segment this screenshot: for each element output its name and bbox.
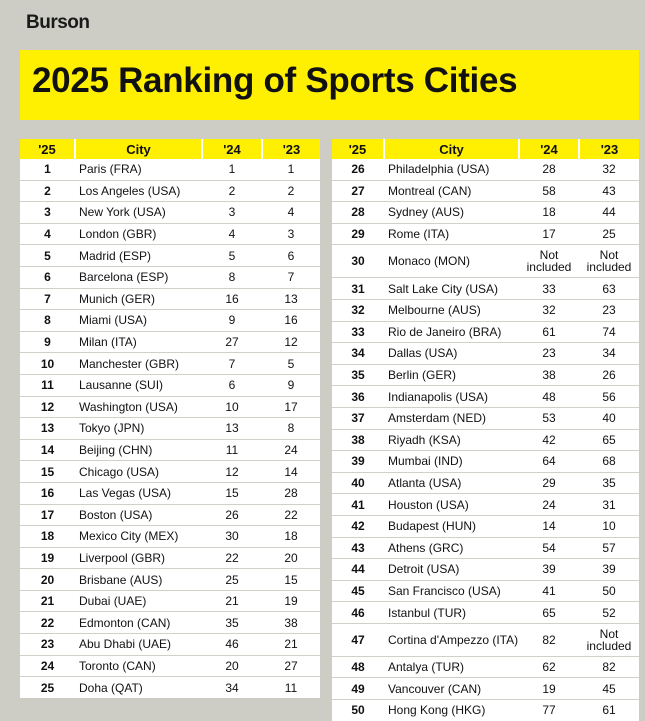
city-cell: Montreal (CAN) <box>384 180 519 202</box>
table-row <box>332 202 639 224</box>
rank-2023-cell: 8 <box>262 418 320 440</box>
city-cell: Dallas (USA) <box>384 343 519 365</box>
table-row <box>20 461 320 483</box>
rank-cell: 38 <box>332 429 384 451</box>
rank-2023-cell: 12 <box>262 331 320 353</box>
rank-2024-cell: 30 <box>202 526 262 548</box>
rank-2023-cell: 57 <box>579 537 639 559</box>
rank-2023-cell: 52 <box>579 602 639 624</box>
rank-cell: 39 <box>332 451 384 473</box>
title-banner <box>20 50 639 120</box>
header-rank-2023: '23 <box>262 139 320 159</box>
table-row <box>332 451 639 473</box>
rank-2024-cell: 32 <box>519 299 579 321</box>
city-cell: Paris (FRA) <box>75 159 202 180</box>
rank-2023-cell: Not included <box>579 245 639 278</box>
rank-cell: 44 <box>332 559 384 581</box>
rank-cell: 40 <box>332 472 384 494</box>
table-row <box>20 159 320 180</box>
table-row <box>20 418 320 440</box>
rank-cell: 7 <box>20 288 75 310</box>
city-cell: Washington (USA) <box>75 396 202 418</box>
rank-2024-cell: Not included <box>519 245 579 278</box>
page-title: 2025 Ranking of Sports Cities <box>32 61 518 100</box>
rank-2024-cell: 23 <box>519 343 579 365</box>
rank-cell: 30 <box>332 245 384 278</box>
header-rank-2024: '24 <box>202 139 262 159</box>
rank-2023-cell: 21 <box>262 634 320 656</box>
rank-2024-cell: 28 <box>519 159 579 180</box>
rank-2024-cell: 29 <box>519 472 579 494</box>
table-header-row <box>20 139 320 159</box>
header-city: City <box>384 139 519 159</box>
rank-2024-cell: 4 <box>202 223 262 245</box>
rank-cell: 8 <box>20 310 75 332</box>
rank-2024-cell: 38 <box>519 364 579 386</box>
rank-cell: 4 <box>20 223 75 245</box>
rank-2024-cell: 20 <box>202 655 262 677</box>
city-cell: Liverpool (GBR) <box>75 547 202 569</box>
table-row <box>332 580 639 602</box>
table-row <box>332 245 639 278</box>
rank-2023-cell: 74 <box>579 321 639 343</box>
rank-cell: 48 <box>332 656 384 678</box>
city-cell: Riyadh (KSA) <box>384 429 519 451</box>
rank-2023-cell: 38 <box>262 612 320 634</box>
table-row <box>332 407 639 429</box>
table-row <box>20 288 320 310</box>
rank-2023-cell: 43 <box>579 180 639 202</box>
table-row <box>20 439 320 461</box>
rank-2023-cell: 17 <box>262 396 320 418</box>
rank-2023-cell: 31 <box>579 494 639 516</box>
rank-2024-cell: 19 <box>519 678 579 700</box>
city-cell: New York (USA) <box>75 202 202 224</box>
rank-2024-cell: 46 <box>202 634 262 656</box>
rank-cell: 6 <box>20 266 75 288</box>
header-city: City <box>75 139 202 159</box>
rank-cell: 9 <box>20 331 75 353</box>
table-row <box>332 678 639 700</box>
rank-2023-cell: 16 <box>262 310 320 332</box>
rank-2024-cell: 39 <box>519 559 579 581</box>
table-row <box>20 612 320 634</box>
city-cell: Rome (ITA) <box>384 223 519 245</box>
rank-cell: 11 <box>20 374 75 396</box>
table-row <box>332 223 639 245</box>
rank-2023-cell: 23 <box>579 299 639 321</box>
rank-2024-cell: 5 <box>202 245 262 267</box>
rank-2024-cell: 25 <box>202 569 262 591</box>
rank-cell: 41 <box>332 494 384 516</box>
city-cell: Monaco (MON) <box>384 245 519 278</box>
city-cell: Brisbane (AUS) <box>75 569 202 591</box>
rank-2023-cell: 25 <box>579 223 639 245</box>
rank-2024-cell: 62 <box>519 656 579 678</box>
rank-2023-cell: 82 <box>579 656 639 678</box>
rank-cell: 24 <box>20 655 75 677</box>
header-rank-2024: '24 <box>519 139 579 159</box>
rank-2023-cell: 50 <box>579 580 639 602</box>
rank-2024-cell: 7 <box>202 353 262 375</box>
rank-cell: 36 <box>332 386 384 408</box>
rank-2023-cell: 11 <box>284 680 298 695</box>
rank-cell: 49 <box>332 678 384 700</box>
rank-2023-cell: 2 <box>262 180 320 202</box>
city-cell: Sydney (AUS) <box>384 202 519 224</box>
rank-2023-cell: 40 <box>579 407 639 429</box>
header-rank-2025: '25 <box>20 139 75 159</box>
rank-2024-cell: 54 <box>519 537 579 559</box>
rank-cell: 15 <box>20 461 75 483</box>
rank-cell: 13 <box>20 418 75 440</box>
rank-2024-cell: 41 <box>519 580 579 602</box>
rank-cell: 17 <box>20 504 75 526</box>
rank-cell: 16 <box>20 482 75 504</box>
city-cell: Milan (ITA) <box>75 331 202 353</box>
rank-2024-cell: 82 <box>519 623 579 656</box>
rank-2023-cell: 14 <box>262 461 320 483</box>
city-cell: Athens (GRC) <box>384 537 519 559</box>
city-cell: Tokyo (JPN) <box>75 418 202 440</box>
city-cell: Las Vegas (USA) <box>75 482 202 504</box>
burson-logo: Burson <box>26 12 90 33</box>
rank-cell: 26 <box>332 159 384 180</box>
rank-2024-cell: 11 <box>202 439 262 461</box>
rank-2023-cell: 18 <box>262 526 320 548</box>
table-row <box>332 278 639 300</box>
rank-cell: 35 <box>332 364 384 386</box>
table-row <box>20 245 320 267</box>
rank-2023-cell: 35 <box>579 472 639 494</box>
rank-2023-cell: 34 <box>579 343 639 365</box>
rank-2024-cell: 64 <box>519 451 579 473</box>
table-row <box>332 429 639 451</box>
table-row <box>20 396 320 418</box>
table-row <box>332 623 639 656</box>
rank-2023-cell: Not included <box>579 623 639 656</box>
rank-cell: 45 <box>332 580 384 602</box>
city-cell: Miami (USA) <box>75 310 202 332</box>
rank-2024-cell: 8 <box>202 266 262 288</box>
table-row <box>20 331 320 353</box>
table-header-row <box>332 139 639 159</box>
rank-cell: 34 <box>332 343 384 365</box>
rank-cell: 47 <box>332 623 384 656</box>
table-row <box>332 515 639 537</box>
rank-2024-cell: 16 <box>202 288 262 310</box>
city-cell: Madrid (ESP) <box>75 245 202 267</box>
rank-2024-cell: 33 <box>519 278 579 300</box>
rank-2023-cell: 45 <box>579 678 639 700</box>
rank-2023-cell: 9 <box>262 374 320 396</box>
table-row <box>332 472 639 494</box>
rank-2023-cell: 24 <box>262 439 320 461</box>
table-row <box>332 700 639 721</box>
city-cell: Salt Lake City (USA) <box>384 278 519 300</box>
city-cell: Barcelona (ESP) <box>75 266 202 288</box>
city-cell: Berlin (GER) <box>384 364 519 386</box>
city-cell: Houston (USA) <box>384 494 519 516</box>
rank-2023-cell: 13 <box>262 288 320 310</box>
rank-2023-cell: 20 <box>262 547 320 569</box>
table-row <box>20 202 320 224</box>
table-row <box>20 526 320 548</box>
city-cell: Amsterdam (NED) <box>384 407 519 429</box>
rank-cell: 21 <box>20 590 75 612</box>
rank-cell: 12 <box>20 396 75 418</box>
table-row <box>332 537 639 559</box>
table-row <box>20 655 320 677</box>
table-row <box>20 677 320 698</box>
rank-2024-cell: 27 <box>202 331 262 353</box>
rank-2024-cell: 26 <box>202 504 262 526</box>
rank-cell: 37 <box>332 407 384 429</box>
table-row <box>20 590 320 612</box>
rank-cell: 2 <box>20 180 75 202</box>
rank-cell: 28 <box>332 202 384 224</box>
rank-2023-cell: 4 <box>262 202 320 224</box>
rank-2024-cell: 58 <box>519 180 579 202</box>
table-row <box>332 180 639 202</box>
rank-2024-cell: 77 <box>542 703 556 718</box>
rank-cell: 22 <box>20 612 75 634</box>
city-cell: Mumbai (IND) <box>384 451 519 473</box>
city-cell: Rio de Janeiro (BRA) <box>384 321 519 343</box>
rank-2023-cell: 56 <box>579 386 639 408</box>
rank-2024-cell: 3 <box>202 202 262 224</box>
rank-2023-cell: 22 <box>262 504 320 526</box>
city-cell: Indianapolis (USA) <box>384 386 519 408</box>
city-cell: Abu Dhabi (UAE) <box>75 634 202 656</box>
rank-2023-cell: 7 <box>262 266 320 288</box>
rank-2024-cell: 12 <box>202 461 262 483</box>
table-row <box>332 343 639 365</box>
city-cell: Los Angeles (USA) <box>75 180 202 202</box>
rank-2024-cell: 24 <box>519 494 579 516</box>
table-row <box>20 223 320 245</box>
rank-2024-cell: 42 <box>519 429 579 451</box>
rank-cell: 23 <box>20 634 75 656</box>
rank-cell: 25 <box>40 680 55 695</box>
header-rank-2023: '23 <box>579 139 639 159</box>
rank-2023-cell: 15 <box>262 569 320 591</box>
rank-2023-cell: 3 <box>262 223 320 245</box>
rank-cell: 1 <box>20 159 75 180</box>
rank-2024-cell: 14 <box>519 515 579 537</box>
rank-2023-cell: 26 <box>579 364 639 386</box>
city-cell: Melbourne (AUS) <box>384 299 519 321</box>
table-row <box>332 494 639 516</box>
city-cell: Hong Kong (HKG) <box>388 703 486 718</box>
table-row <box>332 559 639 581</box>
rank-2023-cell: 6 <box>262 245 320 267</box>
rank-cell: 33 <box>332 321 384 343</box>
city-cell: Budapest (HUN) <box>384 515 519 537</box>
city-cell: Doha (QAT) <box>79 680 143 695</box>
city-cell: Chicago (USA) <box>75 461 202 483</box>
rank-2024-cell: 6 <box>202 374 262 396</box>
rank-2024-cell: 1 <box>202 159 262 180</box>
rank-cell: 5 <box>20 245 75 267</box>
rank-cell: 29 <box>332 223 384 245</box>
rank-cell: 3 <box>20 202 75 224</box>
table-row <box>20 504 320 526</box>
city-cell: Dubai (UAE) <box>75 590 202 612</box>
table-row <box>20 547 320 569</box>
rank-2024-cell: 17 <box>519 223 579 245</box>
rank-cell: 46 <box>332 602 384 624</box>
rank-2024-cell: 48 <box>519 386 579 408</box>
rank-2024-cell: 61 <box>519 321 579 343</box>
rank-2024-cell: 53 <box>519 407 579 429</box>
rank-2024-cell: 21 <box>202 590 262 612</box>
rank-cell: 10 <box>20 353 75 375</box>
rank-2023-cell: 68 <box>579 451 639 473</box>
table-row <box>20 353 320 375</box>
rank-2023-cell: 61 <box>602 703 616 718</box>
rank-cell: 18 <box>20 526 75 548</box>
city-cell: Mexico City (MEX) <box>75 526 202 548</box>
table-row <box>20 180 320 202</box>
rank-cell: 32 <box>332 299 384 321</box>
city-cell: Atlanta (USA) <box>384 472 519 494</box>
rank-cell: 43 <box>332 537 384 559</box>
city-cell: Manchester (GBR) <box>75 353 202 375</box>
city-cell: London (GBR) <box>75 223 202 245</box>
rank-2023-cell: 5 <box>262 353 320 375</box>
rank-cell: 20 <box>20 569 75 591</box>
rank-2023-cell: 10 <box>579 515 639 537</box>
table-row <box>20 310 320 332</box>
table-row <box>332 159 639 180</box>
rank-2023-cell: 39 <box>579 559 639 581</box>
rank-2024-cell: 22 <box>202 547 262 569</box>
city-cell: Philadelphia (USA) <box>384 159 519 180</box>
rank-2024-cell: 9 <box>202 310 262 332</box>
city-cell: Beijing (CHN) <box>75 439 202 461</box>
rank-2024-cell: 34 <box>225 680 239 695</box>
table-row <box>332 386 639 408</box>
rank-2024-cell: 15 <box>202 482 262 504</box>
table-row <box>332 364 639 386</box>
rank-2023-cell: 32 <box>579 159 639 180</box>
city-cell: Edmonton (CAN) <box>75 612 202 634</box>
ranking-table-left <box>20 139 320 698</box>
city-cell: Lausanne (SUI) <box>75 374 202 396</box>
ranking-table-right <box>332 139 639 721</box>
rank-cell: 42 <box>332 515 384 537</box>
city-cell: San Francisco (USA) <box>384 580 519 602</box>
rank-cell: 19 <box>20 547 75 569</box>
city-cell: Cortina d'Ampezzo (ITA) <box>384 623 519 656</box>
rank-2024-cell: 35 <box>202 612 262 634</box>
table-row <box>332 602 639 624</box>
rank-2023-cell: 44 <box>579 202 639 224</box>
rank-2023-cell: 27 <box>262 655 320 677</box>
rank-2023-cell: 19 <box>262 590 320 612</box>
rank-cell: 31 <box>332 278 384 300</box>
table-row <box>20 569 320 591</box>
table-row <box>20 374 320 396</box>
table-row <box>20 266 320 288</box>
rank-2024-cell: 18 <box>519 202 579 224</box>
rank-2024-cell: 65 <box>519 602 579 624</box>
city-cell: Boston (USA) <box>75 504 202 526</box>
rank-cell: 27 <box>332 180 384 202</box>
rank-cell: 14 <box>20 439 75 461</box>
table-row <box>332 321 639 343</box>
table-row <box>20 482 320 504</box>
city-cell: Istanbul (TUR) <box>384 602 519 624</box>
city-cell: Vancouver (CAN) <box>384 678 519 700</box>
rank-2024-cell: 13 <box>202 418 262 440</box>
city-cell: Antalya (TUR) <box>384 656 519 678</box>
table-row <box>332 299 639 321</box>
rank-2023-cell: 65 <box>579 429 639 451</box>
header-rank-2025: '25 <box>332 139 384 159</box>
city-cell: Toronto (CAN) <box>75 655 202 677</box>
rank-cell: 50 <box>351 703 365 718</box>
rank-2023-cell: 63 <box>579 278 639 300</box>
rank-2024-cell: 10 <box>202 396 262 418</box>
rank-2023-cell: 1 <box>262 159 320 180</box>
rank-2023-cell: 28 <box>262 482 320 504</box>
rank-2024-cell: 2 <box>202 180 262 202</box>
table-row <box>20 634 320 656</box>
city-cell: Detroit (USA) <box>384 559 519 581</box>
city-cell: Munich (GER) <box>75 288 202 310</box>
table-row <box>332 656 639 678</box>
